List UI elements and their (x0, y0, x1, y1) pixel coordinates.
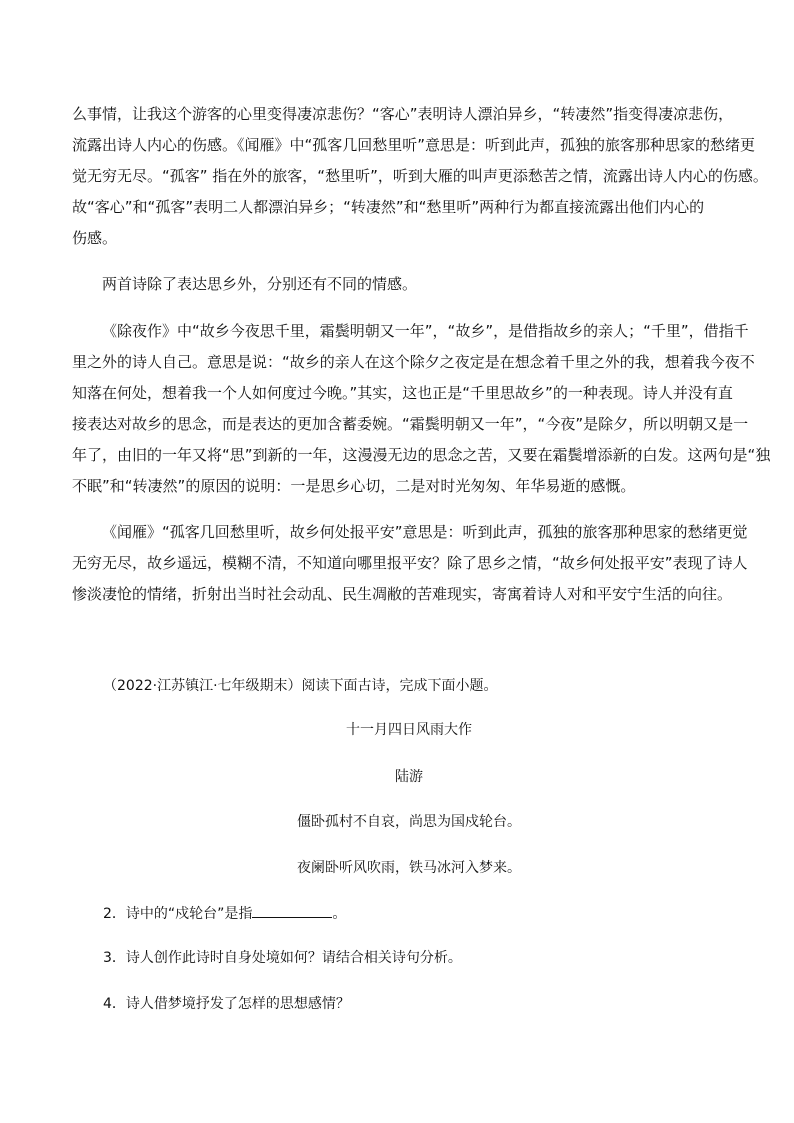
text-line: 么事情，让我这个游客的心里变得凄凉悲伤？“客心”表明诗人漂泊异乡，“转凄然”指变得凄凉悲伤， (72, 105, 734, 123)
analysis-paragraph-3 (72, 316, 771, 502)
text-line: 《除夜作》中“故乡今夜思千里，霜鬓明朝又一年”，“故乡”，是借指故乡的亲人；“千里”，借指千 (102, 322, 749, 340)
text-line: 故“客心”和“孤客”表明二人都漂泊异乡；“转凄然”和“愁里听”两种行为都直接流露出他们内心的 (72, 198, 705, 216)
text-line: 接表达对故乡的思念，而是表达的更加含蓄委婉。“霜鬓明朝又一年”，“今夜”是除夕，所以明朝又是一 (72, 415, 749, 433)
text-line: 流露出诗人内心的伤感。《闻雁》中“孤客几回愁里听”意思是：听到此声，孤独的旅客那种思家的愁绪更 (72, 136, 756, 154)
question-2 (103, 902, 346, 926)
poem-line: 僵卧孤村不自哀，尚思为国戍轮台。 (297, 814, 521, 830)
text-line: 惨淡凄怆的情绪，折射出当时社会动乱、民生凋敝的苦难现实，寄寓着诗人对和平安宁生活的向往。 (72, 585, 733, 603)
text-line: 两首诗除了表达思乡外，分别还有不同的情感。 (102, 275, 418, 293)
question-3: 3．诗人创作此诗时自身处境如何？请结合相关诗句分析。 (103, 950, 462, 966)
question-text: 2．诗中的“戍轮台”是指 (103, 906, 253, 922)
text-line: 《闻雁》“孤客几回愁里听，故乡何处报平安”意思是：听到此声，孤独的旅客那种思家的愁绪更觉 (102, 523, 748, 541)
text-line: 无穷无尽，故乡遥远，模糊不清，不知道向哪里报平安？除了思乡之情，“故乡何处报平安”表现了诗人 (72, 554, 748, 572)
text-line: 里之外的诗人自己。意思是说：“故乡的亲人在这个除夕之夜定是在想念着千里之外的我，想着我今夜不 (72, 353, 755, 371)
answer-blank[interactable] (252, 902, 332, 918)
text-line: 伤感。 (72, 229, 118, 247)
poem-title: 十一月四日风雨大作 (346, 722, 472, 738)
poem-author: 陆游 (395, 769, 423, 785)
text-line: 年了，由旧的一年又将“思”到新的一年，这漫漫无边的思念之苦，又要在霜鬓增添新的白发。这两句是“独 (72, 446, 771, 464)
analysis-paragraph-2 (72, 269, 752, 300)
text-line: 不眠”和“转凄然”的原因的说明：一是思乡心切，二是对时光匆匆、年华易逝的感慨。 (72, 477, 636, 495)
exercise-source: （2022·江苏镇江·七年级期末）阅读下面古诗，完成下面小题。 (103, 678, 498, 694)
text-line: 知落在何处，想着我一个人如何度过今晚。”其实，这也正是“千里思故乡”的一种表现。诗人并没有直 (72, 384, 733, 402)
analysis-paragraph-1 (72, 99, 768, 254)
poem-line: 夜阑卧听风吹雨，铁马冰河入梦来。 (297, 860, 521, 876)
analysis-paragraph-4 (72, 517, 752, 610)
text-line: 觉无穷无尽。“孤客” 指在外的旅客，“愁里听”，听到大雁的叫声更添愁苦之情，流露出诗人内心的伤感。 (72, 167, 768, 185)
question-end: 。 (332, 906, 347, 922)
question-4: 4．诗人借梦境抒发了怎样的思想感情？ (103, 996, 350, 1012)
